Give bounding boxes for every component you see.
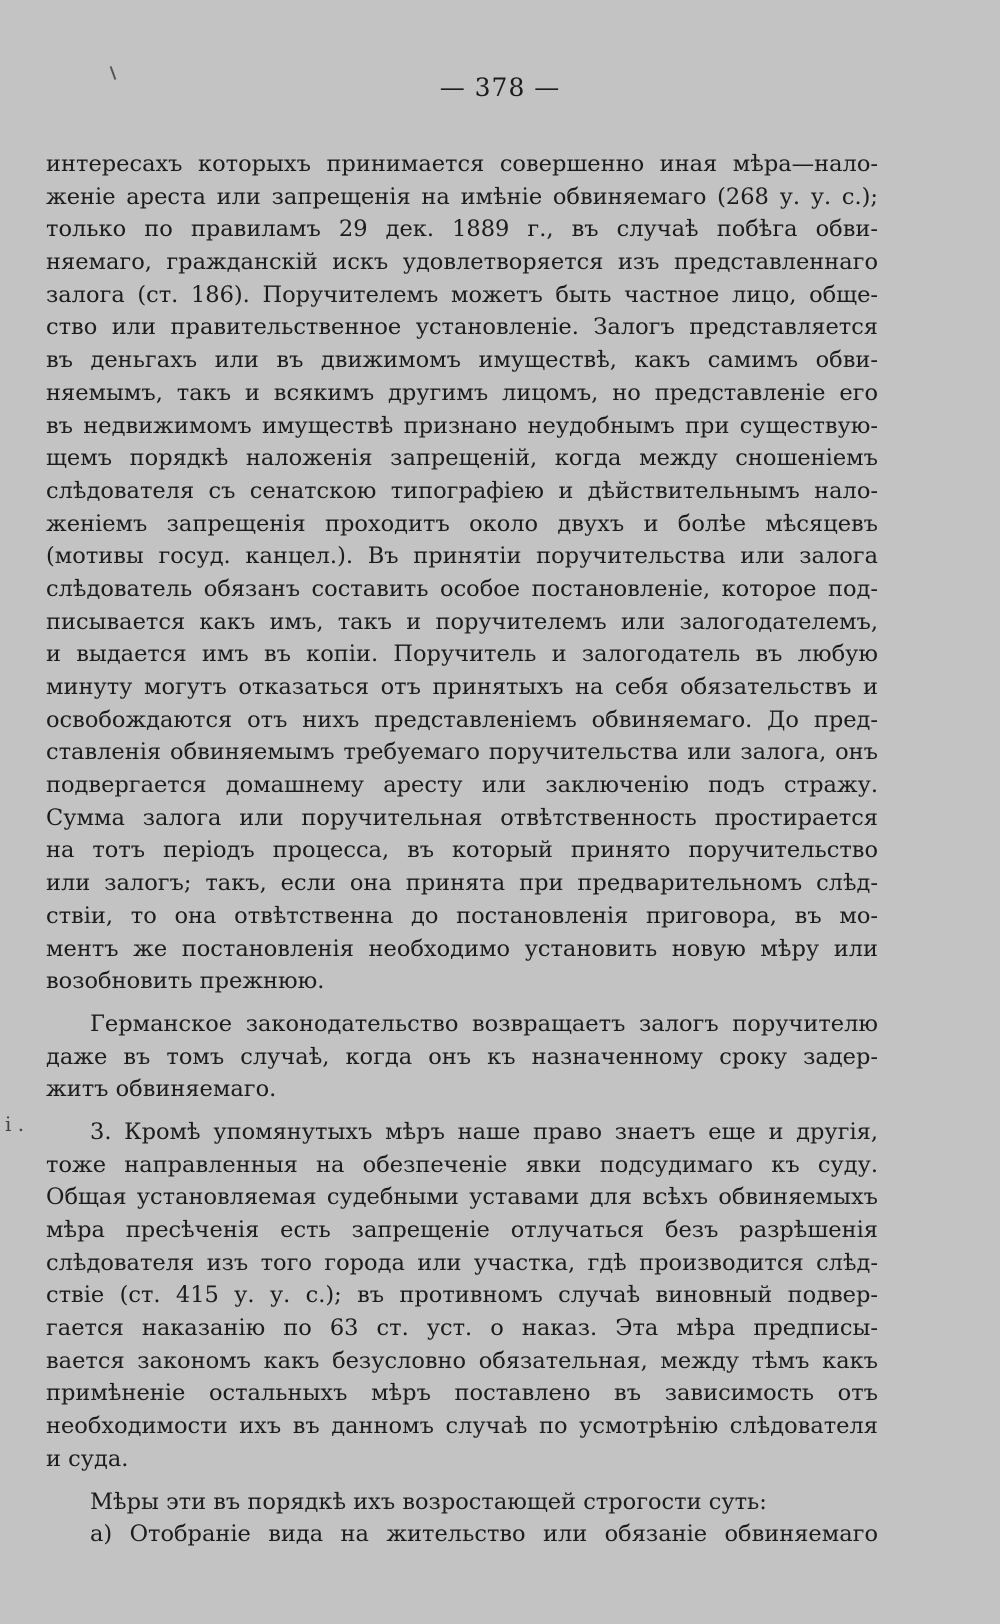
text-line: примѣненіе остальныхъ мѣръ поставлено въ зависимость отъ <box>46 1380 878 1407</box>
text-line: ментъ же постановленія необходимо установить новую мѣру или <box>46 935 878 962</box>
text-line: Германское законодательство возвращаетъ залогъ поручителю <box>90 1010 878 1037</box>
text-line: слѣдователя съ сенатскою типографіею и дѣйствительнымъ нало- <box>46 477 878 504</box>
paragraph-4 <box>46 1486 878 1551</box>
text-line: или залогъ; такъ, если она принята при предварительномъ слѣд- <box>46 870 878 897</box>
text-line: въ деньгахъ или въ движимомъ имуществѣ, какъ самимъ обви- <box>46 347 878 374</box>
text-line: ствіи, то она отвѣтственна до постановленія приговора, въ мо- <box>46 902 878 929</box>
text-line: щемъ порядкѣ наложенія запрещеній, когда между сношеніемъ <box>46 445 878 472</box>
text-line: (мотивы госуд. канцел.). Въ принятіи поручительства или залога <box>46 543 878 570</box>
text-line: 3. Кромѣ упомянутыхъ мѣръ наше право знаетъ еще и другія, <box>90 1118 878 1145</box>
text-line: житъ обвиняемаго. <box>46 1076 277 1103</box>
text-line: ставленія обвиняемымъ требуемаго поручительства или залога, онъ <box>46 739 878 766</box>
page-number: — 378 — <box>439 73 561 102</box>
text-line: вается закономъ какъ безусловно обязательная, между тѣмъ какъ <box>46 1347 878 1374</box>
text-line: мѣра пресѣченія есть запрещеніе отлучаться безъ разрѣшенія <box>46 1217 878 1243</box>
text-line: необходимости ихъ въ данномъ случаѣ по усмотрѣнію слѣдователя <box>46 1413 878 1440</box>
text-line: гается наказанію по 63 ст. уст. о наказ. Эта мѣра предписы- <box>46 1315 878 1342</box>
text-line: ствіе (ст. 415 у. у. с.); въ противномъ случаѣ виновный подвер- <box>46 1282 878 1309</box>
text-line: Общая установляемая судебными уставами для всѣхъ обвиняемыхъ <box>46 1184 878 1211</box>
text-line: слѣдователь обязанъ составить особое постановленіе, которое под- <box>46 575 878 602</box>
body-text <box>46 148 878 1551</box>
text-line: подвергается домашнему аресту или заключенію подъ стражу. <box>46 772 878 799</box>
text-line: на тотъ періодъ процесса, въ который принято поручительство <box>46 837 878 864</box>
text-line: тоже направленныя на обезпеченіе явки подсудимаго къ суду. <box>46 1151 878 1178</box>
text-line: минуту могутъ отказаться отъ принятыхъ на себя обязательствъ и <box>46 674 878 700</box>
text-line: Сумма залога или поручительная отвѣтственность простирается <box>46 804 878 831</box>
text-line: Мѣры эти въ порядкѣ ихъ возростающей строгости суть: <box>90 1488 767 1515</box>
text-line: ство или правительственное установленіе. Залогъ представляется <box>46 314 878 341</box>
text-line: залога (ст. 186). Поручителемъ можетъ быть частное лицо, обще- <box>46 281 878 308</box>
paragraph-1 <box>46 148 878 998</box>
text-line: няемаго, гражданскій искъ удовлетворяется изъ представленнаго <box>46 249 878 276</box>
text-line: женіе ареста или запрещенія на имѣніе обвиняемаго (268 у. у. с.); <box>46 183 878 210</box>
text-line: женіемъ запрещенія проходитъ около двухъ и болѣе мѣсяцевъ <box>46 510 878 537</box>
text-line: освобождаются отъ нихъ представленіемъ обвиняемаго. До пред- <box>46 706 878 733</box>
text-line: слѣдователя изъ того города или участка, гдѣ производится слѣд- <box>46 1249 878 1276</box>
text-line: а) Отобраніе вида на жительство или обязаніе обвиняемаго <box>90 1521 878 1548</box>
text-line: и выдается имъ въ копіи. Поручитель и залогодатель въ любую <box>46 641 878 668</box>
text-line: няемымъ, такъ и всякимъ другимъ лицомъ, но представленіе его <box>46 379 878 406</box>
paragraph-2 <box>46 1008 878 1106</box>
paragraph-3 <box>46 1116 878 1476</box>
text-line: и суда. <box>46 1445 129 1472</box>
text-line: писывается какъ имъ, такъ и поручителемъ или залогодателемъ, <box>46 608 878 635</box>
margin-pencil-mark: i . <box>5 1112 25 1136</box>
text-line: возобновить прежнюю. <box>46 968 325 995</box>
text-line: интересахъ которыхъ принимается совершенно иная мѣра—нало- <box>46 151 878 177</box>
text-line: даже въ томъ случаѣ, когда онъ къ назначенному сроку задер- <box>46 1043 878 1070</box>
text-line: только по правиламъ 29 дек. 1889 г., въ случаѣ побѣга обви- <box>46 216 878 243</box>
text-line: въ недвижимомъ имуществѣ признано неудобнымъ при существую- <box>46 412 878 439</box>
